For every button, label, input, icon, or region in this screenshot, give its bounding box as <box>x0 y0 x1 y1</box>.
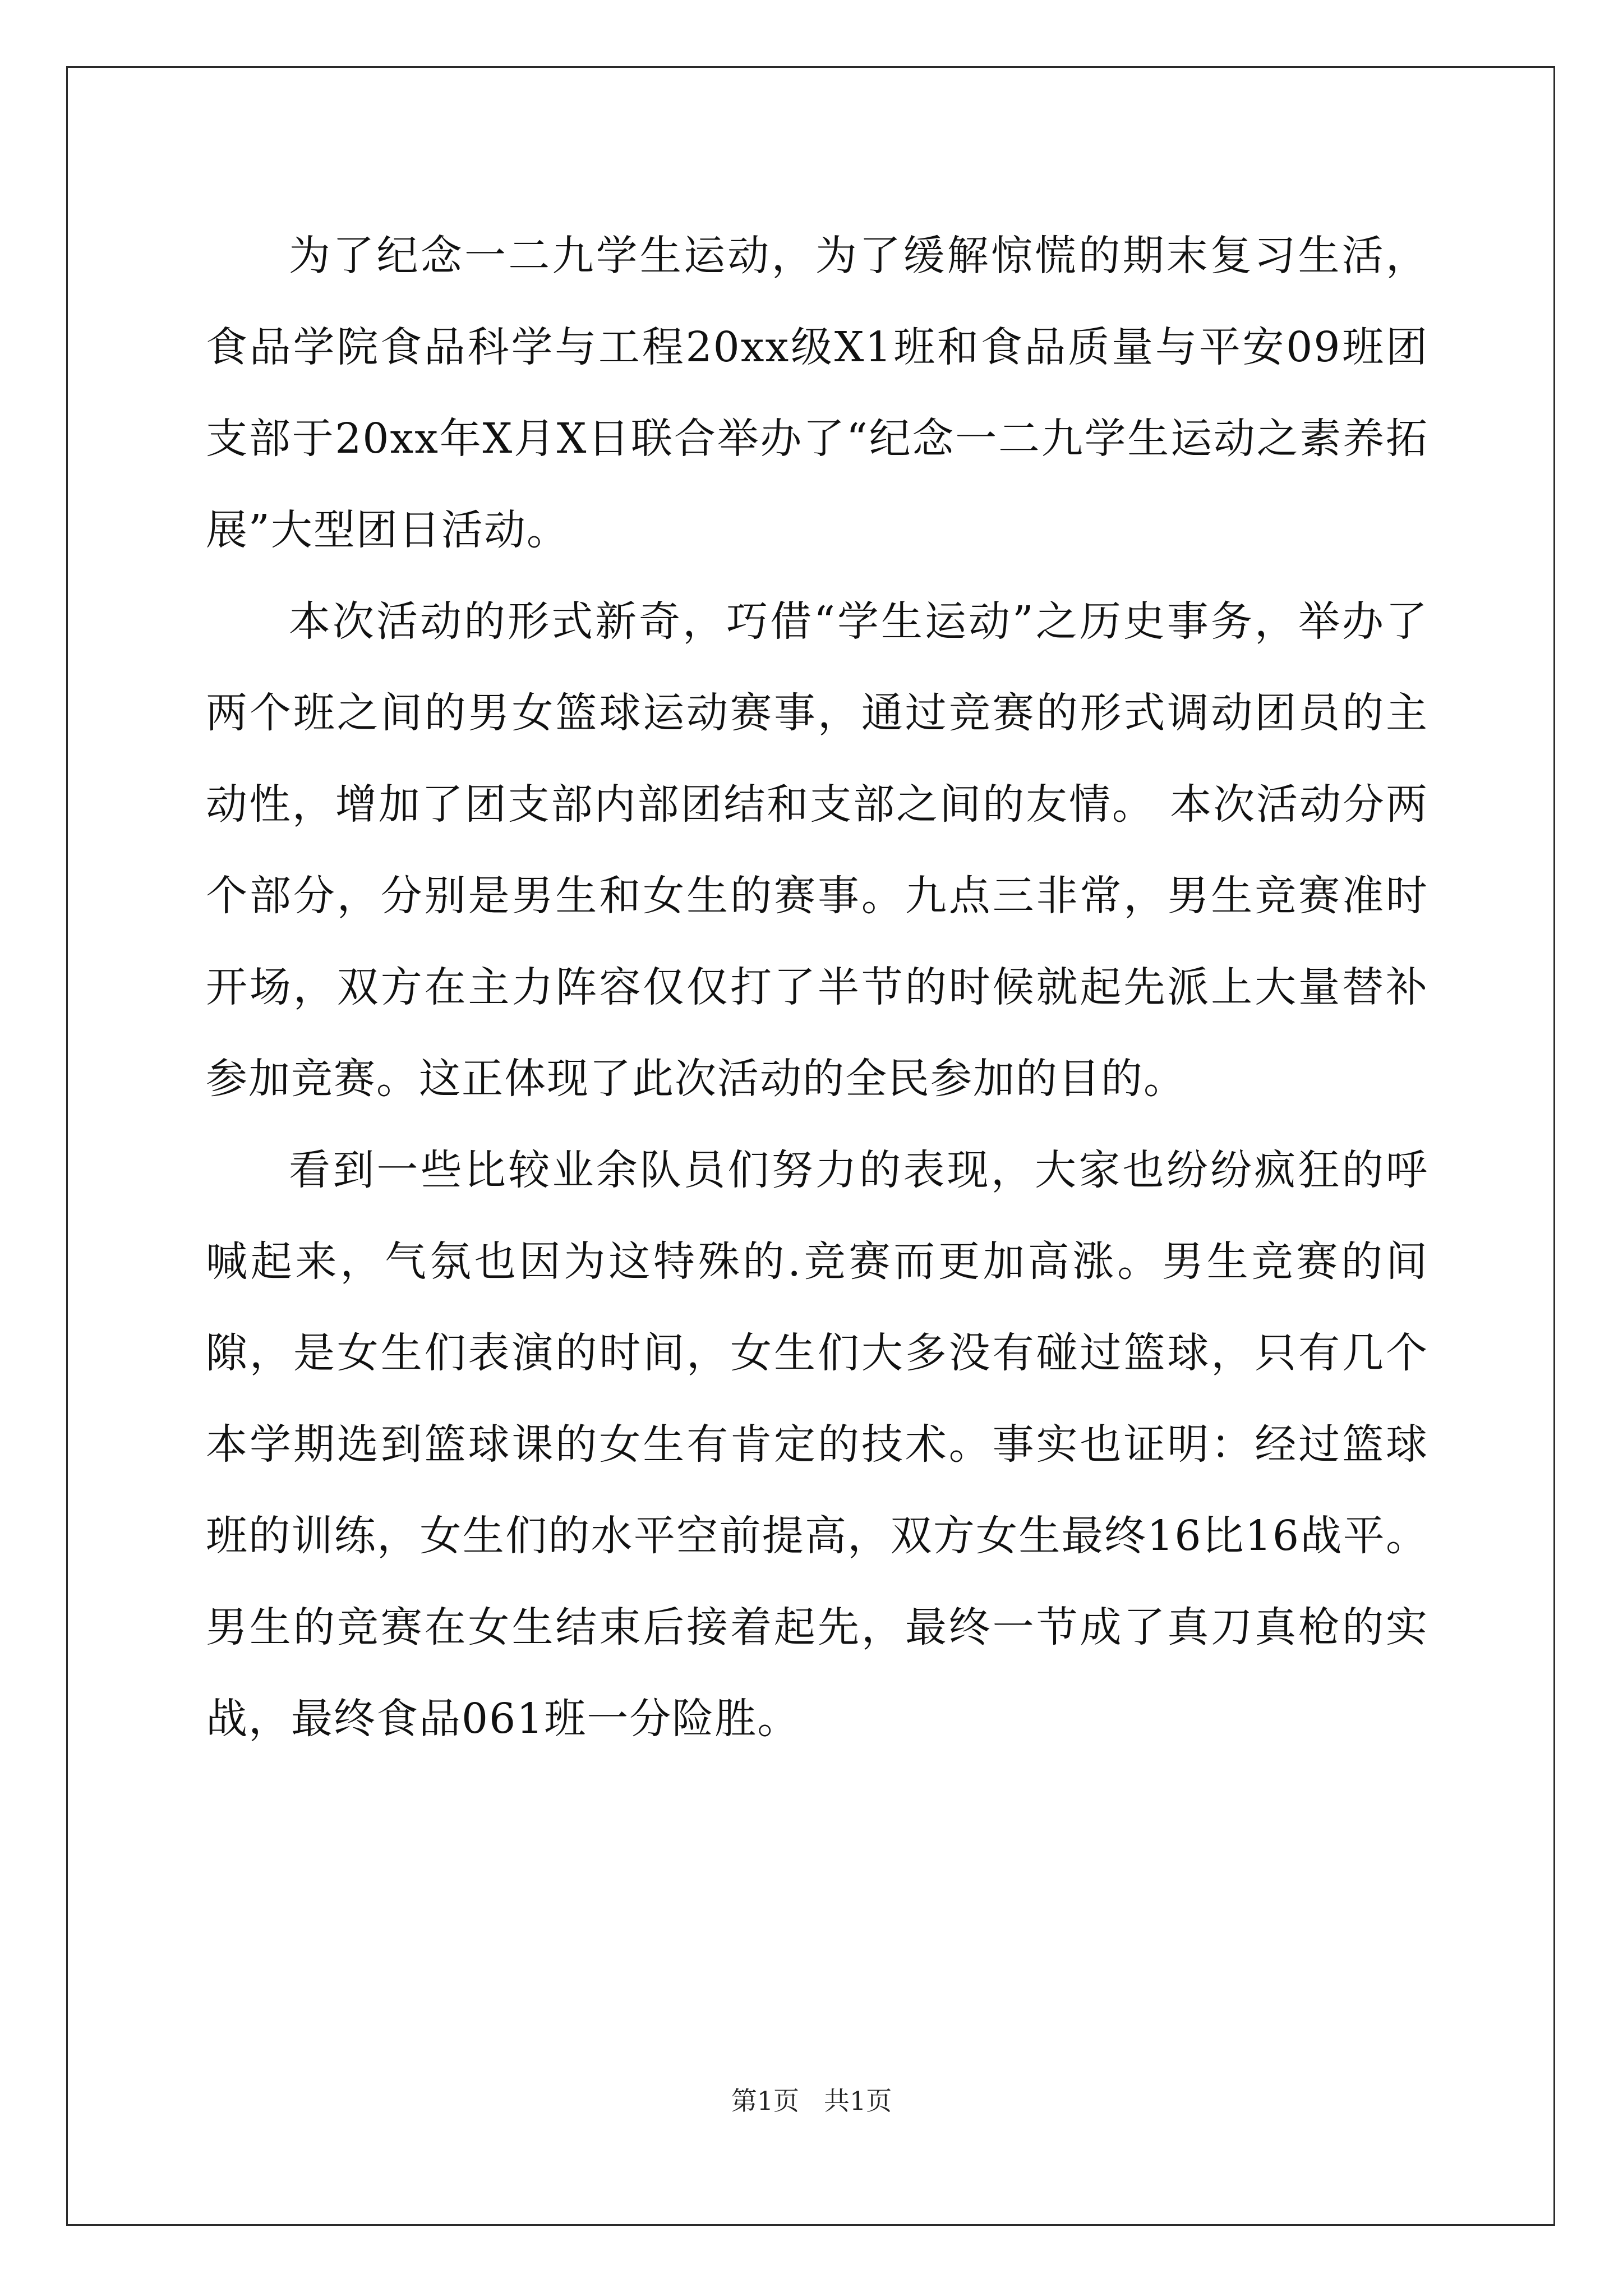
page-footer <box>0 2084 1623 2118</box>
paragraph-3: 看到一些比较业余队员们努力的表现，大家也纷纷疯狂的呼喊起来，气氛也因为这特殊的.竞赛而更加高涨。男生竞赛的间隙，是女生们表演的时间，女生们大多没有碰过篮球，只有几个本学期选到篮球课的女生有肯定的技术。事实也证明：经过篮球班的训练，女生们的水平空前提高，双方女生最终16比16战平。男生的竞赛在女生结束后接着起先，最终一节成了真刀真枪的实战，最终食品061班一分险胜。 <box>206 1146 1428 1743</box>
paragraph-1: 为了纪念一二九学生运动，为了缓解惊慌的期末复习生活，食品学院食品科学与工程20xx级X1班和食品质量与平安09班团支部于20xx年X月X日联合举办了“纪念一二九学生运动之素养拓展”大型团日活动。 <box>206 232 1428 554</box>
page-number: 第1页 <box>731 2086 800 2116</box>
document-body <box>206 210 1428 1765</box>
page-total: 共1页 <box>823 2086 892 2116</box>
paragraph-2: 本次活动的形式新奇，巧借“学生运动”之历史事务，举办了两个班之间的男女篮球运动赛事，通过竞赛的形式调动团员的主动性，增加了团支部内部团结和支部之间的友情。 本次活动分两个部分，分别是男生和女生的赛事。九点三非常，男生竞赛准时开场，双方在主力阵容仅仅打了半节的时候就起先派上大量替补参加竞赛。这正体现了此次活动的全民参加的目的。 <box>206 597 1428 1103</box>
